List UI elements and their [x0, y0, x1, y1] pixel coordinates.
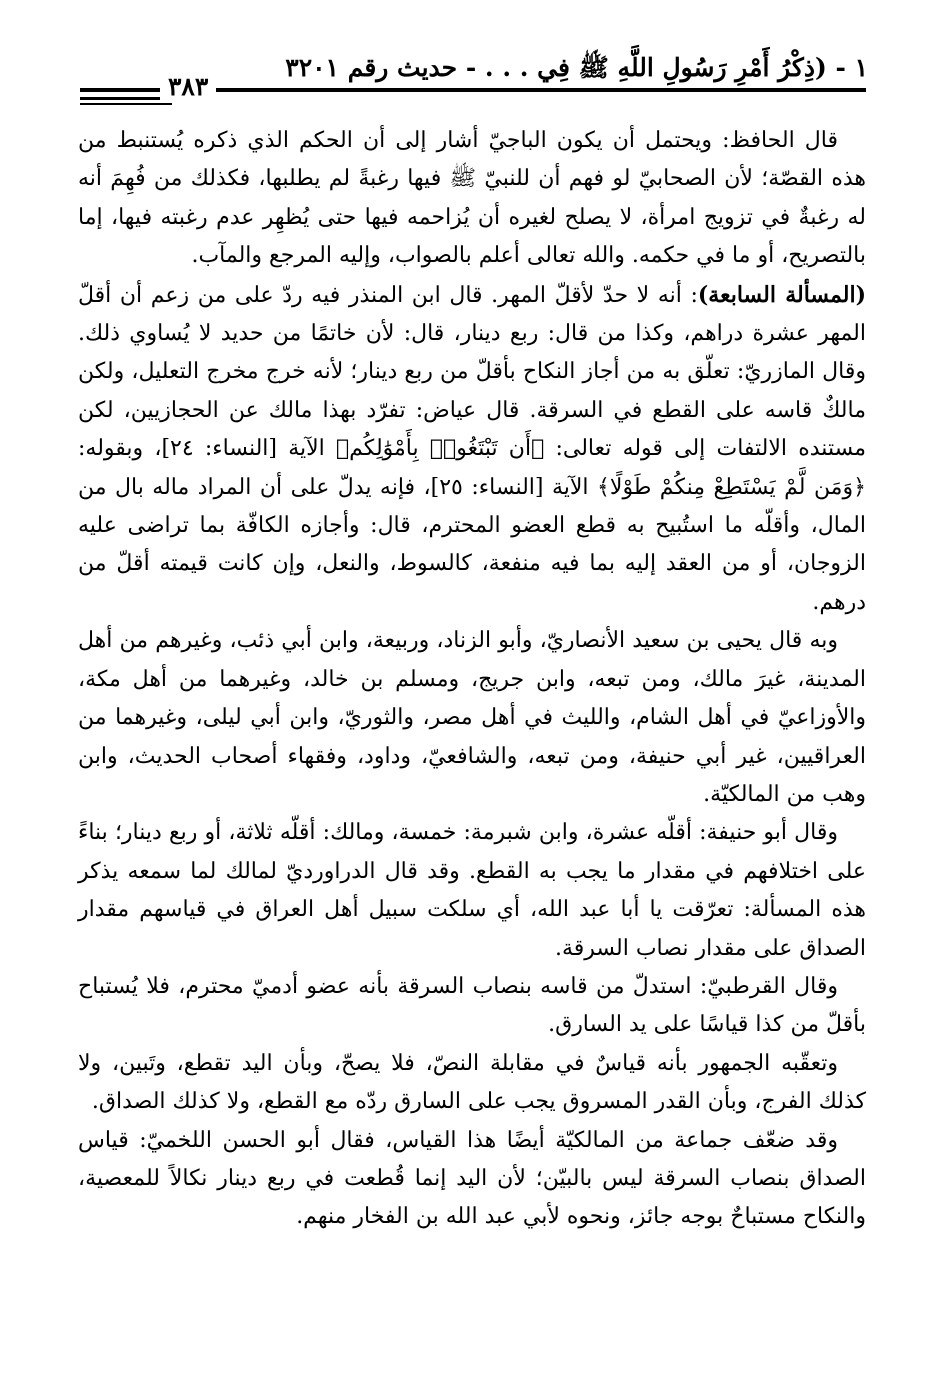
page-number: ٣٨٣ [160, 72, 216, 101]
paragraph-text: : أنه لا حدّ لأقلّ المهر. قال ابن المنذر فيه ردّ على من زعم أن أقلّ المهر عشرة دراهم، وكذا من قال: ربع دينار، قال: لأن خاتمًا من حديد لا يُساوي ذلك. وقال المازريّ: تعلّق به من أجاز النكاح بأقلّ من ربع دينار؛ لأنه خرج مخرج التعليل، ولكن مالكٌ قاسه على القطع في السرقة. قال عياض: تفرّد بهذا مالك عن الحجازيين، لكن مستنده الالتفات إلى قوله تعالى: ﴿أَن تَبْتَغُوا۟ بِأَمْوَٰلِكُم﴾ الآية [النساء: ٢٤]، وبقوله: ﴿وَمَن لَّمْ يَسْتَطِعْ مِنكُمْ طَوْلًا﴾ الآية [النساء: ٢٥]، فإنه يدلّ على أن المراد ماله بال من المال، وأقلّه ما استُبيح به قطع العضو المحترم، قال: وأجازه الكافّة بما تراضى عليه الزوجان، أو من العقد إليه بما فيه منفعة، كالسوط، والنعل، وإن كانت قيمته أقلّ من درهم. [78, 282, 866, 615]
paragraph-3 [78, 622, 866, 814]
paragraph-7 [78, 1122, 866, 1237]
paragraph-1 [78, 122, 866, 276]
paragraph-text: وتعقّبه الجمهور بأنه قياسٌ في مقابلة النصّ، فلا يصحّ، وبأن اليد تقطع، وتَبين، ولا كذلك الفرج، وبأن القدر المسروق يجب على السارق ردّه مع القطع، ولا كذلك الصداق. [78, 1050, 866, 1115]
header-rule-double-bottom [80, 103, 172, 105]
paragraph-text: وبه قال يحيى بن سعيد الأنصاريّ، وأبو الزناد، وربيعة، وابن أبي ذئب، وغيرهم من أهل المدينة، غيرَ مالك، ومن تبعه، وابن جريج، ومسلم بن خالد، وغيرهما من أهل مكة، والأوزاعيّ في أهل الشام، والليث في أهل مصر، والثوريّ، وابن أبي ليلى، وغيرهما من العراقيين، غير أبي حنيفة، ومن تبعه، والشافعيّ، وداود، وفقهاء أصحاب الحديث، وابن وهب من المالكيّة. [78, 628, 866, 807]
paragraph-4 [78, 814, 866, 968]
paragraph-text: قال الحافظ: ويحتمل أن يكون الباجيّ أشار إلى أن الحكم الذي ذكره يُستنبط من هذه القصّة؛ لأن الصحابيّ لو فهم أن للنبيّ ﷺ فيها رغبةً لم يطلبها، فكذلك من فُهِمَ أنه له رغبةٌ في تزويج امرأة، لا يصلح لغيره أن يُزاحمه فيها حتى يُظهِر عدم رغبته فيها، إما بالتصريح، أو ما في حكمه. والله تعالى أعلم بالصواب، وإليه المرجع والمآب. [78, 128, 866, 269]
paragraph-text: وقال أبو حنيفة: أقلّه عشرة، وابن شبرمة: خمسة، ومالك: أقلّه ثلاثة، أو ربع دينار؛ بناءً على اختلافهم في مقدار ما يجب به القطع. وقد قال الدراورديّ لمالك لما سمعه يذكر هذه المسألة: تعرّقت يا أبا عبد الله، أي سلكت سبيل أهل العراق في قياسهم مقدار الصداق على مقدار نصاب السرقة. [78, 820, 866, 961]
section-heading: (المسألة السابعة) [697, 281, 867, 308]
header-rule-double-top [80, 97, 172, 100]
paragraph-5 [78, 968, 866, 1045]
paragraph-6 [78, 1045, 866, 1122]
paragraph-text: وقد ضعّف جماعة من المالكيّة أيضًا هذا القياس، فقال أبو الحسن اللخميّ: قياس الصداق بنصاب السرقة ليس بالبيّن؛ لأن اليد إنما قُطعت في ربع دينار نكالاً للمعصية، والنكاح مستباحٌ بوجه جائز، ونحوه لأبي عبد الله بن الفخار منهم. [78, 1127, 867, 1230]
running-title: ١ - (ذِكْرُ أَمْرِ رَسُولِ اللَّهِ ﷺ فِي . . . - حديث رقم ٣٢٠١ [285, 53, 868, 82]
paragraph-text: وقال القرطبيّ: استدلّ من قاسه بنصاب السرقة بأنه عضو أدميّ محترم، فلا يُستباح بأقلّ من كذا قياسًا على يد السارق. [78, 973, 866, 1038]
body-text [78, 122, 866, 1237]
paragraph-2 [78, 276, 866, 623]
